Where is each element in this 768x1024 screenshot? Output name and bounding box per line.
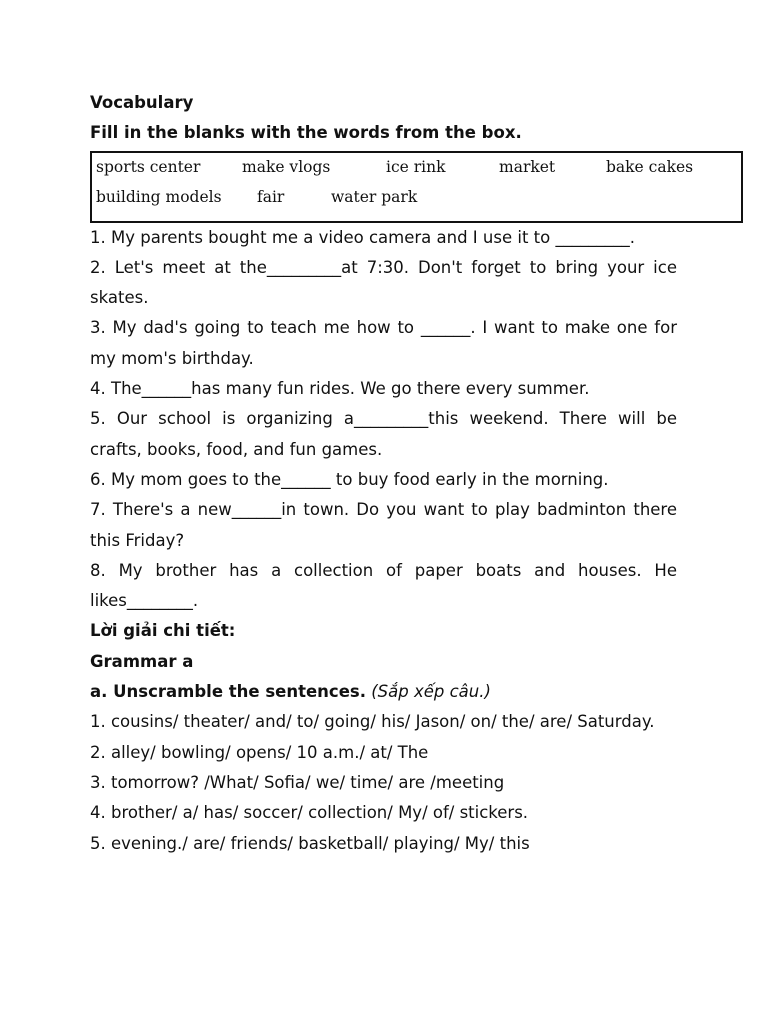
vocabulary-item: 1. My parents bought me a video camera and I use it to _________. bbox=[90, 227, 635, 247]
word-box-item: fair bbox=[257, 187, 285, 206]
grammar-item: 5. evening./ are/ friends/ basketball/ playing/ My/ this bbox=[90, 833, 530, 853]
worksheet bbox=[90, 88, 694, 859]
grammar-task-title: a. Unscramble the sentences. bbox=[90, 682, 366, 702]
grammar-item: 1. cousins/ theater/ and/ to/ going/ his/ Jason/ on/ the/ are/ Saturday. bbox=[90, 712, 655, 732]
vocabulary-item: 3. My dad's going to teach me how to ______. I want to make one for my mom's birthday. bbox=[90, 318, 677, 368]
vocabulary-instruction: Fill in the blanks with the words from the box. bbox=[90, 123, 522, 143]
vocabulary-item: 7. There's a new______in town. Do you want to play badminton there this Friday? bbox=[90, 500, 677, 550]
grammar-heading: Grammar a bbox=[90, 651, 194, 671]
word-box-item: make vlogs bbox=[242, 157, 331, 176]
grammar-item: 2. alley/ bowling/ opens/ 10 a.m./ at/ The bbox=[90, 742, 429, 762]
word-box-item: market bbox=[499, 157, 556, 176]
grammar-task bbox=[90, 677, 677, 707]
grammar-item: 3. tomorrow? /What/ Sofia/ we/ time/ are /meeting bbox=[90, 772, 505, 792]
word-box bbox=[90, 151, 743, 223]
word-box-item: bake cakes bbox=[606, 157, 694, 176]
word-box-item: water park bbox=[331, 187, 418, 206]
vocabulary-item: 6. My mom goes to the______ to buy food early in the morning. bbox=[90, 469, 609, 489]
solution-heading: Lời giải chi tiết: bbox=[90, 621, 236, 641]
word-box-item: ice rink bbox=[386, 157, 446, 176]
vocabulary-item: 5. Our school is organizing a_________this weekend. There will be crafts, books, food, and fun games. bbox=[90, 409, 677, 459]
grammar-task-translation: (Sắp xếp câu.) bbox=[371, 682, 491, 702]
vocabulary-heading: Vocabulary bbox=[90, 93, 194, 112]
vocabulary-item: 8. My brother has a collection of paper boats and houses. He likes________. bbox=[90, 560, 677, 611]
vocabulary-item: 4. The______has many fun rides. We go there every summer. bbox=[90, 379, 590, 399]
vocabulary-item: 2. Let's meet at the_________at 7:30. Don't forget to bring your ice skates. bbox=[90, 257, 677, 308]
word-box-item: building models bbox=[96, 187, 222, 206]
grammar-item: 4. brother/ a/ has/ soccer/ collection/ My/ of/ stickers. bbox=[90, 803, 529, 823]
word-box-item: sports center bbox=[96, 157, 201, 176]
